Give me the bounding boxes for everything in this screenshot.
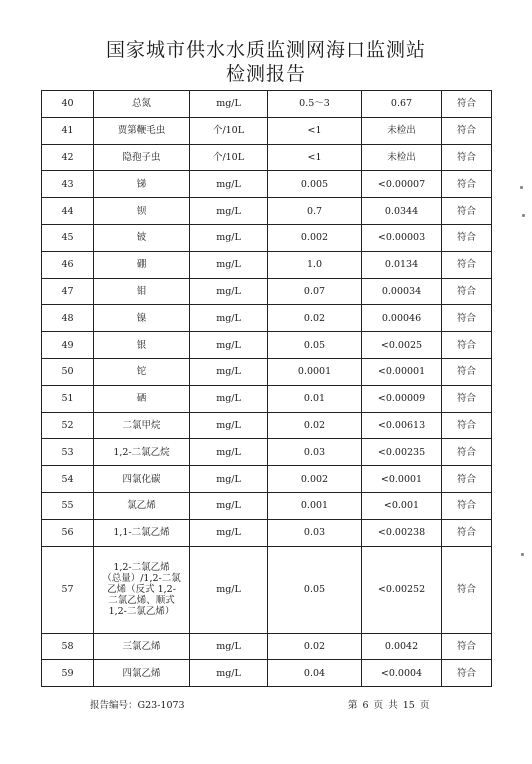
- report-number-value: G23-1073: [137, 700, 185, 711]
- verdict-cell: 符合: [442, 439, 492, 466]
- verdict-cell: 符合: [442, 466, 492, 493]
- unit-cell: mg/L: [190, 466, 268, 493]
- table-row: [42, 546, 492, 633]
- item-name-cell: 硒: [94, 385, 190, 412]
- unit-cell: mg/L: [190, 385, 268, 412]
- limit-cell: <1: [268, 144, 362, 171]
- verdict-cell: 符合: [442, 546, 492, 633]
- item-name-cell: 四氯化碳: [94, 466, 190, 493]
- verdict-cell: 符合: [442, 633, 492, 660]
- unit-cell: mg/L: [190, 519, 268, 546]
- row-number-cell: 48: [42, 305, 94, 332]
- result-cell: <0.00007: [362, 171, 442, 198]
- unit-cell: mg/L: [190, 198, 268, 225]
- unit-cell: mg/L: [190, 492, 268, 519]
- item-name-cell: 钼: [94, 278, 190, 305]
- item-name-line: （总量）/1,2-二氯: [102, 573, 181, 585]
- item-name-line: 1,2-二氯乙烯: [113, 562, 170, 574]
- item-name-cell: 铍: [94, 224, 190, 251]
- page-unit: 页: [373, 700, 384, 711]
- row-number-cell: 50: [42, 358, 94, 385]
- page-prefix: 第: [348, 700, 358, 711]
- item-name-cell: [94, 546, 190, 633]
- item-name-line: 二氯乙烯、顺式: [108, 595, 175, 607]
- table-row: [42, 144, 492, 171]
- table-row: [42, 633, 492, 660]
- limit-cell: 0.07: [268, 278, 362, 305]
- result-cell: <0.00001: [362, 358, 442, 385]
- result-cell: 0.0344: [362, 198, 442, 225]
- page-total-prefix: 共: [388, 700, 398, 711]
- table-row: [42, 278, 492, 305]
- limit-cell: 0.03: [268, 439, 362, 466]
- row-number-cell: 42: [42, 144, 94, 171]
- row-number-cell: 51: [42, 385, 94, 412]
- result-cell: 0.0134: [362, 251, 442, 278]
- table-row: [42, 171, 492, 198]
- verdict-cell: 符合: [442, 198, 492, 225]
- result-cell: <0.00235: [362, 439, 442, 466]
- verdict-cell: 符合: [442, 224, 492, 251]
- result-cell: <0.0025: [362, 332, 442, 359]
- unit-cell: mg/L: [190, 546, 268, 633]
- row-number-cell: 52: [42, 412, 94, 439]
- unit-cell: mg/L: [190, 91, 268, 118]
- limit-cell: 0.02: [268, 633, 362, 660]
- limit-cell: 0.5～3: [268, 91, 362, 118]
- unit-cell: mg/L: [190, 358, 268, 385]
- row-number-cell: 57: [42, 546, 94, 633]
- verdict-cell: 符合: [442, 278, 492, 305]
- unit-cell: mg/L: [190, 305, 268, 332]
- result-cell: <0.0004: [362, 660, 442, 687]
- item-name-cell: 银: [94, 332, 190, 359]
- report-title: 国家城市供水水质监测网海口监测站: [105, 39, 426, 61]
- page-indicator: [348, 697, 431, 711]
- unit-cell: mg/L: [190, 412, 268, 439]
- unit-cell: mg/L: [190, 224, 268, 251]
- unit-cell: 个/10L: [190, 144, 268, 171]
- limit-cell: 0.05: [268, 332, 362, 359]
- item-name-cell: 总氮: [94, 91, 190, 118]
- table-row: [42, 439, 492, 466]
- item-name-cell: 镍: [94, 305, 190, 332]
- report-number: [90, 697, 185, 711]
- verdict-cell: 符合: [442, 251, 492, 278]
- verdict-cell: 符合: [442, 332, 492, 359]
- result-cell: <0.00238: [362, 519, 442, 546]
- page-current: 6: [362, 700, 369, 711]
- row-number-cell: 41: [42, 117, 94, 144]
- verdict-cell: 符合: [442, 91, 492, 118]
- report-number-label: 报告编号：: [90, 700, 138, 711]
- row-number-cell: 59: [42, 660, 94, 687]
- row-number-cell: 44: [42, 198, 94, 225]
- limit-cell: 0.01: [268, 385, 362, 412]
- verdict-cell: 符合: [442, 660, 492, 687]
- table-row: [42, 385, 492, 412]
- row-number-cell: 58: [42, 633, 94, 660]
- table-row: [42, 117, 492, 144]
- unit-cell: mg/L: [190, 633, 268, 660]
- unit-cell: mg/L: [190, 439, 268, 466]
- row-number-cell: 54: [42, 466, 94, 493]
- verdict-cell: 符合: [442, 305, 492, 332]
- limit-cell: 0.04: [268, 660, 362, 687]
- results-table: [41, 90, 492, 687]
- scan-speck: [520, 186, 523, 189]
- row-number-cell: 40: [42, 91, 94, 118]
- item-name-cell: 1,2-二氯乙烷: [94, 439, 190, 466]
- limit-cell: 0.02: [268, 412, 362, 439]
- verdict-cell: 符合: [442, 412, 492, 439]
- verdict-cell: 符合: [442, 144, 492, 171]
- table-row: [42, 466, 492, 493]
- limit-cell: 0.002: [268, 466, 362, 493]
- unit-cell: mg/L: [190, 251, 268, 278]
- result-cell: <0.00003: [362, 224, 442, 251]
- table-row: [42, 305, 492, 332]
- result-cell: 未检出: [362, 117, 442, 144]
- item-name-cell: 锑: [94, 171, 190, 198]
- item-name-cell: 钡: [94, 198, 190, 225]
- item-name-cell: 二氯甲烷: [94, 412, 190, 439]
- table-row: [42, 358, 492, 385]
- table-row: [42, 91, 492, 118]
- item-name-cell: 硼: [94, 251, 190, 278]
- limit-cell: 0.005: [268, 171, 362, 198]
- limit-cell: 0.7: [268, 198, 362, 225]
- item-name-cell: 贾第鞭毛虫: [94, 117, 190, 144]
- result-cell: 0.00046: [362, 305, 442, 332]
- verdict-cell: 符合: [442, 117, 492, 144]
- row-number-cell: 53: [42, 439, 94, 466]
- item-name-cell: 氯乙烯: [94, 492, 190, 519]
- row-number-cell: 49: [42, 332, 94, 359]
- unit-cell: mg/L: [190, 278, 268, 305]
- scan-speck: [522, 214, 525, 217]
- item-name-cell: 1,1-二氯乙烯: [94, 519, 190, 546]
- result-cell: <0.001: [362, 492, 442, 519]
- result-cell: <0.00252: [362, 546, 442, 633]
- result-cell: 0.67: [362, 91, 442, 118]
- results-table-body: [42, 91, 492, 687]
- item-name-cell: 四氯乙烯: [94, 660, 190, 687]
- item-name-cell: 三氯乙烯: [94, 633, 190, 660]
- limit-cell: <1: [268, 117, 362, 144]
- item-name-cell: 隐孢子虫: [94, 144, 190, 171]
- limit-cell: 0.05: [268, 546, 362, 633]
- verdict-cell: 符合: [442, 519, 492, 546]
- row-number-cell: 55: [42, 492, 94, 519]
- result-cell: <0.0001: [362, 466, 442, 493]
- row-number-cell: 56: [42, 519, 94, 546]
- result-cell: 未检出: [362, 144, 442, 171]
- table-row: [42, 224, 492, 251]
- table-row: [42, 251, 492, 278]
- verdict-cell: 符合: [442, 171, 492, 198]
- table-row: [42, 492, 492, 519]
- limit-cell: 0.03: [268, 519, 362, 546]
- unit-cell: mg/L: [190, 171, 268, 198]
- page-total-unit: 页: [419, 700, 430, 711]
- unit-cell: mg/L: [190, 332, 268, 359]
- scan-speck: [521, 553, 524, 556]
- result-cell: <0.00009: [362, 385, 442, 412]
- report-subtitle: 检测报告: [225, 63, 306, 85]
- result-cell: 0.0042: [362, 633, 442, 660]
- limit-cell: 0.002: [268, 224, 362, 251]
- table-row: [42, 332, 492, 359]
- verdict-cell: 符合: [442, 385, 492, 412]
- result-cell: 0.00034: [362, 278, 442, 305]
- table-row: [42, 660, 492, 687]
- verdict-cell: 符合: [442, 492, 492, 519]
- table-row: [42, 412, 492, 439]
- limit-cell: 0.001: [268, 492, 362, 519]
- table-row: [42, 519, 492, 546]
- limit-cell: 0.02: [268, 305, 362, 332]
- result-cell: <0.00613: [362, 412, 442, 439]
- unit-cell: mg/L: [190, 660, 268, 687]
- row-number-cell: 43: [42, 171, 94, 198]
- item-name-line: 1,2-二氯乙烯）: [108, 606, 175, 618]
- item-name-line: 乙烯（反式 1,2-: [107, 584, 176, 596]
- limit-cell: 1.0: [268, 251, 362, 278]
- item-name-cell: 铊: [94, 358, 190, 385]
- row-number-cell: 45: [42, 224, 94, 251]
- verdict-cell: 符合: [442, 358, 492, 385]
- row-number-cell: 46: [42, 251, 94, 278]
- table-row: [42, 198, 492, 225]
- unit-cell: 个/10L: [190, 117, 268, 144]
- row-number-cell: 47: [42, 278, 94, 305]
- page-total: 15: [402, 700, 415, 711]
- limit-cell: 0.0001: [268, 358, 362, 385]
